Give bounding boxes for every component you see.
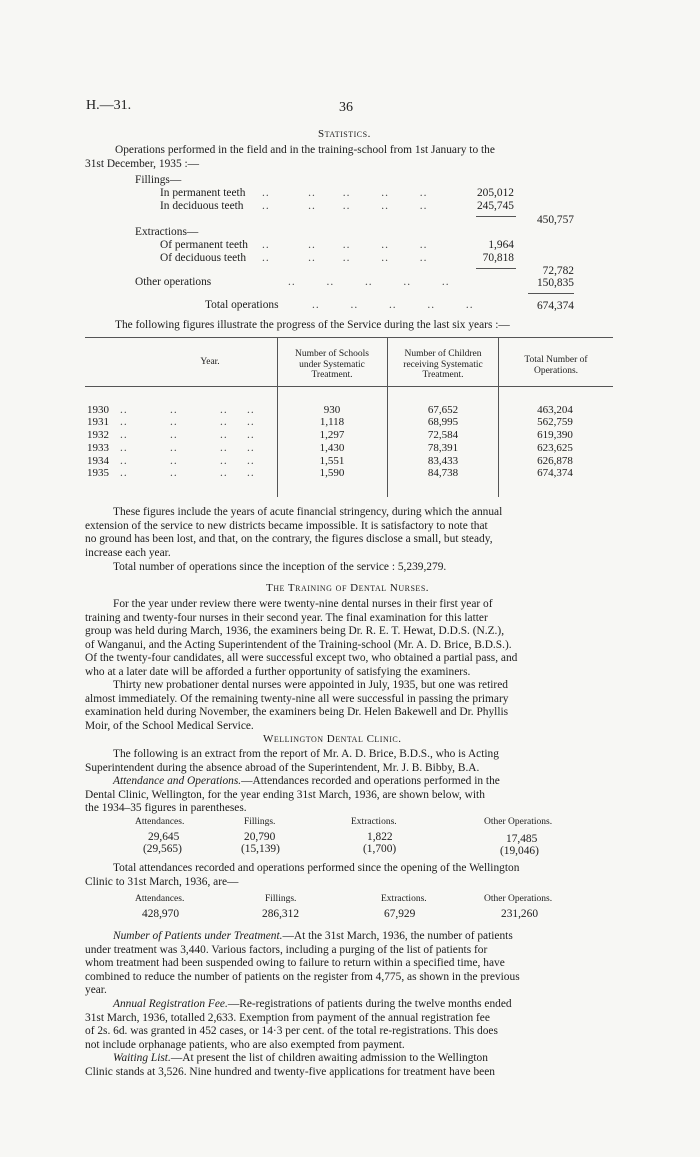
fee-title: Annual Registration Fee. [113, 998, 228, 1010]
row-children: 68,995 [427, 416, 459, 428]
leader-dots: .. .. .. .. .. [262, 239, 428, 251]
training-heading: The Training of Dental Nurses. [266, 582, 430, 594]
t1-attendances-prev: (29,565) [143, 843, 182, 855]
t2-other: 231,260 [501, 908, 539, 920]
t2-header-attendances: Attendances. [135, 894, 185, 904]
column-header-operations: Total Number of Operations. [524, 355, 588, 376]
leader-dots: .. .. .. .. .. [288, 276, 450, 288]
total-since-inception: Total number of operations since the inception of the service : 5,239,279. [113, 561, 447, 573]
row-schools: 1,590 [319, 467, 345, 479]
leader-dots: .. .. .. .. [120, 416, 255, 428]
column-header-year: Year. [200, 357, 220, 367]
statistics-intro-line2: 31st December, 1935 :— [85, 158, 200, 170]
table-column-divider [498, 337, 499, 497]
t2-header-other: Other Operations. [484, 894, 553, 904]
sum-rule [528, 293, 574, 294]
progress-intro: The following figures illustrate the progress of the Service during the last six years :— [115, 319, 510, 331]
row-operations: 562,759 [537, 416, 573, 428]
t2-header-extractions: Extractions. [381, 894, 427, 904]
row-year: 1932 [87, 429, 109, 441]
t1-extractions: 1,822 [367, 831, 393, 843]
patients-paragraph: Number of Patients under Treatment.—At the 31st March, 1936, the number of patients under treatment was 3,440. Various factors, including a purging of the list of patients for whom treatment had been suspended owing to failure to return within a specified time, have combined to reduce the number of patients on the register from 4,775, as shown in the previous year. [85, 930, 520, 996]
row-operations: 619,390 [537, 429, 573, 441]
table-column-divider [277, 337, 278, 497]
total-operations-value: 674,374 [536, 300, 574, 312]
statistics-heading: Statistics. [318, 128, 371, 140]
t1-header-fillings: Fillings. [244, 817, 276, 827]
table-header-rule [85, 386, 613, 387]
table-column-divider [387, 337, 388, 497]
row-children: 72,584 [427, 429, 459, 441]
extractions-deciduous-label: Of deciduous teeth [160, 252, 247, 264]
table-top-rule [85, 337, 613, 338]
extractions-permanent-value: 1,964 [488, 239, 514, 251]
statistics-intro-line1: Operations performed in the field and in the training-school from 1st January to the [115, 144, 495, 156]
sum-rule [476, 216, 516, 217]
row-children: 78,391 [427, 442, 459, 454]
registration-fee-paragraph: Annual Registration Fee.—Re-registrations of patients during the twelve months ended 31st March, 1936, totalled 2,633. Exemption from payment of the annual registration fee of 2s. 6d. was granted in 452 cases, or 14·3 per cent. of the total re-registrations. This does not include orphanage patients, who are also exempted from payment. [85, 998, 512, 1051]
extractions-total: 72,782 [542, 265, 574, 277]
waiting-list-paragraph: Waiting List.—At present the list of children awaiting admission to the Wellington Clinic stands at 3,526. Nine hundred and twenty-five applications for treatment have been [85, 1052, 495, 1078]
clinic-paragraph-1: The following is an extract from the report of Mr. A. D. Brice, B.D.S., who is Acting Superintendent during the absence abroad of the Superintendent, Mr. J. B. Bibby, B.A. [85, 748, 499, 774]
leader-dots: .. .. .. .. [120, 455, 255, 467]
leader-dots: .. .. .. .. .. [262, 200, 428, 212]
row-operations: 463,204 [537, 404, 573, 416]
fillings-deciduous-value: 245,745 [476, 200, 514, 212]
attendance-paragraph: Attendance and Operations.—Attendances recorded and operations performed in the Dental Clinic, Wellington, for the year ending 31st March, 1936, are shown below, with the 1934–35 figures in parentheses. [85, 775, 500, 814]
other-operations-label: Other operations [135, 276, 212, 288]
t1-attendances: 29,645 [148, 831, 180, 843]
row-year: 1934 [87, 455, 109, 467]
t1-header-extractions: Extractions. [351, 817, 397, 827]
t1-other: 17,485 [506, 833, 538, 845]
clinic-heading: Wellington Dental Clinic. [263, 733, 402, 745]
extractions-permanent-label: Of permanent teeth [160, 239, 248, 251]
leader-dots: .. .. .. .. [120, 442, 255, 454]
page-number: 36 [339, 100, 353, 115]
training-paragraph-2: Thirty new probationer dental nurses were appointed in July, 1935, but one was retired almost immediately. Of the remaining twenty-nine all were successful in passing the primary examination held during November, the examiners being Dr. Helen Bakewell and Dr. Phyllis Moir, of the School Medical Service. [85, 679, 509, 732]
sum-rule [476, 268, 516, 269]
other-operations-value: 150,835 [536, 277, 574, 289]
fillings-permanent-label: In permanent teeth [160, 187, 246, 199]
fillings-label: Fillings— [135, 174, 182, 186]
t1-header-other: Other Operations. [484, 817, 553, 827]
row-year: 1930 [87, 404, 109, 416]
row-children: 84,738 [427, 467, 459, 479]
t1-fillings: 20,790 [244, 831, 276, 843]
waiting-title: Waiting List. [113, 1052, 171, 1064]
leader-dots: .. .. .. .. .. [262, 252, 428, 264]
patients-title: Number of Patients under Treatment. [113, 930, 283, 942]
total-operations-label: Total operations [205, 299, 279, 311]
t2-fillings: 286,312 [262, 908, 300, 920]
fillings-deciduous-label: In deciduous teeth [160, 200, 244, 212]
row-schools: 1,430 [319, 442, 345, 454]
t1-header-attendances: Attendances. [135, 817, 185, 827]
leader-dots: .. .. .. .. [120, 467, 255, 479]
row-operations: 626,878 [537, 455, 573, 467]
row-children: 67,652 [427, 404, 459, 416]
totals-intro-paragraph: Total attendances recorded and operations performed since the opening of the Wellington Clinic to 31st March, 1936, are— [85, 862, 520, 888]
report-code: H.—31. [86, 98, 132, 113]
extractions-deciduous-value: 70,818 [482, 252, 514, 264]
leader-dots: .. .. .. .. [120, 429, 255, 441]
fillings-permanent-value: 205,012 [476, 187, 514, 199]
row-year: 1931 [87, 416, 109, 428]
column-header-schools: Number of Schools under Systematic Treatment. [295, 349, 369, 380]
row-operations: 674,374 [537, 467, 573, 479]
t2-attendances: 428,970 [142, 908, 180, 920]
stringency-paragraph: These figures include the years of acute financial stringency, during which the annual extension of the service to new districts became impossible. It is satisfactory to note that no ground has been lost, and that, on the contrary, the figures disclose a small, but steady, increase each year. [85, 506, 503, 559]
row-year: 1935 [87, 467, 109, 479]
row-schools: 930 [323, 404, 341, 416]
row-schools: 1,118 [319, 416, 345, 428]
row-schools: 1,551 [319, 455, 345, 467]
training-paragraph-1: For the year under review there were twenty-nine dental nurses in their first year of training and twenty-four nurses in their second year. The final examination for this latter group was held during March, 1936, the examiners being Dr. R. E. T. Hewat, D.D.S. (N.Z.), of Wanganui, and the Acting Superintendent of the Training-school (Mr. A. D. Brice, B.D.S.). Of the twenty-four candidates, all were successful except two, who obtained a partial pass, and who at a later date will be afforded a further opportunity of satisfying the examiners. [85, 598, 518, 678]
attendance-title: Attendance and Operations. [113, 775, 242, 787]
row-schools: 1,297 [319, 429, 345, 441]
row-operations: 623,625 [537, 442, 573, 454]
row-children: 83,433 [427, 455, 459, 467]
fillings-total: 450,757 [536, 214, 574, 226]
leader-dots: .. .. .. .. [120, 404, 255, 416]
t1-extractions-prev: (1,700) [363, 843, 397, 855]
t2-extractions: 67,929 [384, 908, 416, 920]
leader-dots: .. .. .. .. .. [312, 299, 474, 311]
extractions-label: Extractions— [135, 226, 199, 238]
column-header-children: Number of Children receiving Systematic Treatment. [403, 349, 483, 380]
t1-fillings-prev: (15,139) [241, 843, 280, 855]
t2-header-fillings: Fillings. [265, 894, 297, 904]
row-year: 1933 [87, 442, 109, 454]
leader-dots: .. .. .. .. .. [262, 187, 428, 199]
t1-other-prev: (19,046) [500, 845, 539, 857]
